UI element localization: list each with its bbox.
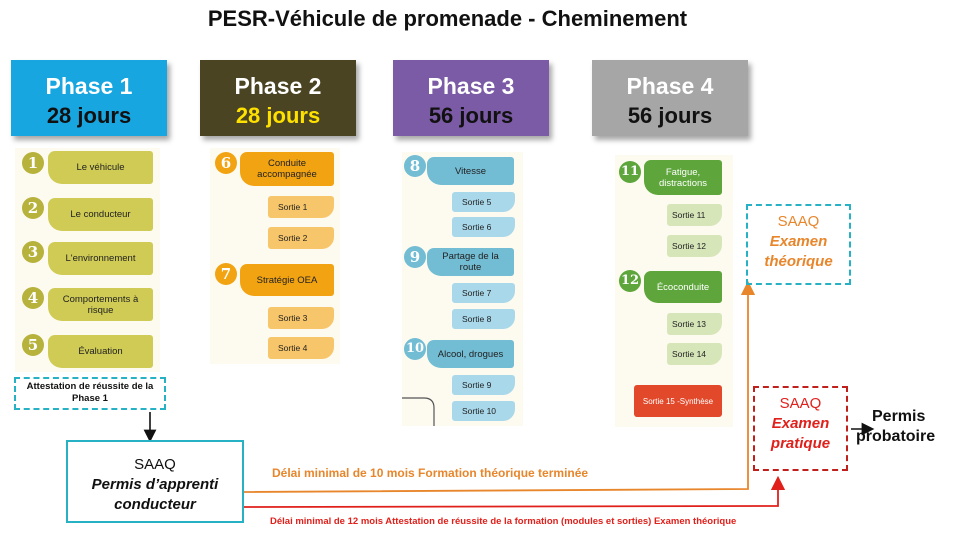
module-10-badge: 10 [404, 338, 426, 360]
module-4: Comportements à risque [48, 288, 153, 321]
page-title: PESR-Véhicule de promenade - Cheminement [207, 6, 688, 31]
module-2: Le conducteur [48, 198, 153, 231]
examen-theorique-line1: Examen [769, 233, 828, 250]
saaq-examen-pratique-box [753, 386, 848, 471]
module-1-badge: 1 [22, 152, 44, 174]
arrow-orange-to-examen-theorique [244, 288, 748, 492]
sortie-2: Sortie 2 [268, 227, 334, 249]
delai-12-mois-text: Délai minimal de 12 mois Attestation de réussite de la formation (modules et sorties) Examen théorique [270, 516, 737, 527]
permis-apprenti-line1: Permis d’apprenti [91, 476, 219, 493]
module-12: Écoconduite [644, 271, 722, 303]
module-7: Stratégie OEA [240, 264, 334, 296]
module-11: Fatigue, distractions [644, 160, 722, 195]
saaq-permis-apprenti-box [66, 440, 244, 523]
module-8: Vitesse [427, 157, 514, 185]
permis-probatoire-label [856, 407, 956, 447]
arrow-red-to-examen-pratique [244, 483, 778, 507]
sortie-4: Sortie 4 [268, 337, 334, 359]
phase-2-duration: 28 jours [235, 103, 321, 128]
delai-10-mois-text: Délai minimal de 10 mois Formation théorique terminée [272, 466, 589, 480]
sortie-5: Sortie 5 [452, 192, 515, 212]
phase-4-name: Phase 4 [626, 73, 714, 99]
examen-pratique-line2: pratique [770, 435, 831, 452]
module-7-badge: 7 [215, 263, 237, 285]
examen-pratique-line1: Examen [771, 415, 830, 432]
permis-probatoire-line2: probatoire [856, 428, 936, 445]
sortie-12: Sortie 12 [667, 235, 722, 257]
phase-2-name: Phase 2 [234, 73, 322, 99]
sortie-8: Sortie 8 [452, 309, 515, 329]
sortie-9: Sortie 9 [452, 375, 515, 395]
examen-theorique-line2: théorique [764, 253, 833, 270]
module-6: Conduite accompagnée [240, 152, 334, 186]
module-3: L'environnement [48, 242, 153, 275]
module-8-badge: 8 [404, 155, 426, 177]
sortie-3: Sortie 3 [268, 307, 334, 329]
sortie-6: Sortie 6 [452, 217, 515, 237]
permis-apprenti-org: SAAQ [134, 456, 176, 473]
module-9-badge: 9 [404, 246, 426, 268]
attestation-phase-1: Attestation de réussite de la Phase 1 [14, 377, 166, 410]
module-5-badge: 5 [22, 334, 44, 356]
examen-pratique-org: SAAQ [779, 395, 822, 412]
module-9: Partage de la route [427, 248, 514, 276]
phase-4-duration: 56 jours [627, 103, 713, 128]
permis-apprenti-line2: conducteur [114, 496, 196, 513]
module-3-badge: 3 [22, 241, 44, 263]
sortie-7: Sortie 7 [452, 283, 515, 303]
module-10: Alcool, drogues [427, 340, 514, 368]
sortie-14: Sortie 14 [667, 343, 722, 365]
permis-probatoire-line1: Permis [872, 408, 926, 425]
module-2-badge: 2 [22, 197, 44, 219]
phase-3-name: Phase 3 [427, 73, 515, 99]
module-5: Évaluation [48, 335, 153, 368]
module-1: Le véhicule [48, 151, 153, 184]
sortie-1: Sortie 1 [268, 196, 334, 218]
examen-theorique-org: SAAQ [777, 213, 820, 230]
module-6-badge: 6 [215, 152, 237, 174]
phase-3-duration: 56 jours [428, 103, 514, 128]
sortie-13: Sortie 13 [667, 313, 722, 335]
module-11-badge: 11 [619, 161, 641, 183]
module-4-badge: 4 [22, 287, 44, 309]
sortie-10: Sortie 10 [452, 401, 515, 421]
phase-1-duration: 28 jours [46, 103, 132, 128]
saaq-examen-theorique-box [746, 204, 851, 285]
phase-1-name: Phase 1 [45, 73, 133, 99]
sortie-11: Sortie 11 [667, 204, 722, 226]
sortie-15-synthese: Sortie 15 -Synthèse [634, 385, 722, 417]
module-12-badge: 12 [619, 270, 641, 292]
